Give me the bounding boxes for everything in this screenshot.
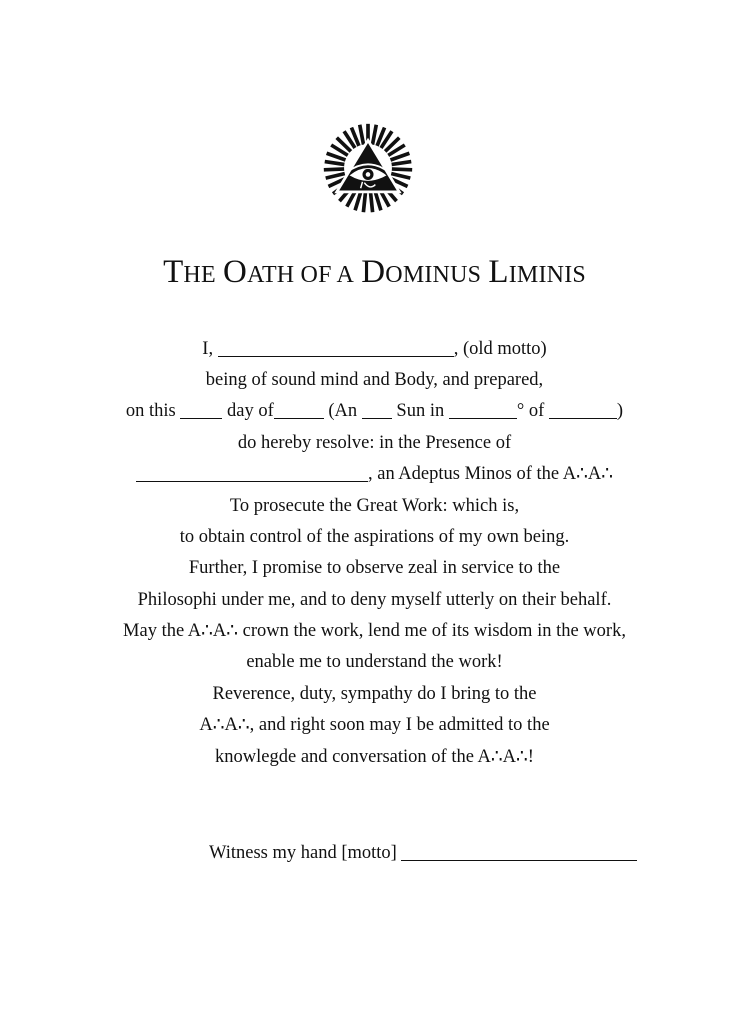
oath-text: I, (202, 339, 214, 359)
oath-line-9: Philosophi under me, and to deny myself utterly on their behalf. (137, 590, 612, 610)
month-field[interactable] (274, 402, 324, 419)
title-rest: ATH OF A (247, 262, 355, 288)
oath-line-7: to obtain control of the aspirations of my own being. (179, 527, 570, 547)
oath-text: , an Adeptus Minos of the A∴A∴ (367, 464, 614, 484)
old-motto-field[interactable] (218, 340, 454, 357)
oath-line-4: do hereby resolve: in the Presence of (237, 433, 512, 453)
title-cap: D (361, 254, 386, 290)
oath-line-6: To prosecute the Great Work: which is, (229, 496, 520, 516)
oath-line-8: Further, I promise to observe zeal in service to the (188, 558, 561, 578)
oath-text: ° of (516, 401, 545, 421)
oath-line-11: enable me to understand the work! (246, 652, 503, 672)
eye-of-providence-icon (322, 122, 414, 214)
oath-text: on this (125, 401, 176, 421)
oath-text: ) (616, 401, 624, 421)
oath-text: (An (328, 401, 358, 421)
motto-signature-field[interactable] (401, 844, 637, 861)
title-rest: HE (183, 262, 216, 288)
page-title (0, 252, 749, 295)
oath-text: , (old motto) (453, 339, 547, 359)
adeptus-minor-name-field[interactable] (136, 465, 368, 482)
an-year-field[interactable] (362, 402, 392, 419)
oath-line-14: knowlegde and conversation of the A∴A∴! (215, 747, 534, 767)
title-cap: T (163, 254, 184, 290)
oath-line-2: being of sound mind and Body, and prepared, (205, 370, 544, 390)
oath-line-1 (0, 337, 749, 361)
oath-text: Sun in (396, 401, 445, 421)
title-rest: IMINIS (508, 262, 586, 288)
oath-text: day of (227, 401, 274, 421)
oath-line-3 (0, 399, 749, 423)
witness-line (209, 841, 637, 865)
sun-sign-field[interactable] (549, 402, 617, 419)
oath-line-10: May the A∴A∴ crown the work, lend me of its wisdom in the work, (123, 621, 626, 641)
day-field[interactable] (180, 402, 222, 419)
title-cap: L (488, 254, 509, 290)
oath-line-12: Reverence, duty, sympathy do I bring to the (212, 684, 537, 704)
oath-line-5 (0, 462, 749, 486)
oath-line-13: A∴A∴, and right soon may I be admitted to the (199, 715, 550, 735)
sun-degree-field[interactable] (449, 402, 517, 419)
title-cap: O (223, 254, 248, 290)
title-rest: OMINUS (385, 262, 482, 288)
witness-label: Witness my hand [motto] (209, 843, 397, 863)
